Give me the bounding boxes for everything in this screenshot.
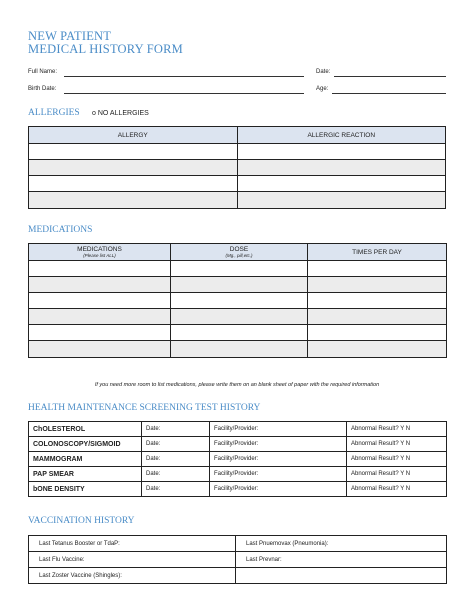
tetanus-field[interactable]: Last Tetanus Booster or TdaP: <box>29 536 236 552</box>
full-name-label: Full Name: <box>28 69 58 75</box>
flu-vaccine-field[interactable]: Last Flu Vaccine: <box>29 552 236 568</box>
reaction-cell[interactable] <box>237 176 446 192</box>
vaccination-table <box>28 535 447 584</box>
allergy-column-header: ALLERGY <box>29 127 238 144</box>
times-cell[interactable] <box>308 325 447 341</box>
allergy-cell[interactable] <box>29 176 238 192</box>
age-label: Age: <box>316 86 329 92</box>
medication-header-sub: (Please list ALL) <box>83 253 116 258</box>
date-cell[interactable]: Date: <box>142 437 210 452</box>
times-column-header: TIMES PER DAY <box>308 244 447 261</box>
table-row <box>29 452 447 467</box>
birth-date-input[interactable] <box>64 93 304 94</box>
facility-cell[interactable]: Facility/Provider: <box>210 452 347 467</box>
table-row <box>29 482 447 497</box>
table-row <box>29 552 447 568</box>
medications-heading: MEDICATIONS <box>28 225 93 235</box>
abnormal-cell[interactable]: Abnormal Result? Y N <box>347 452 447 467</box>
empty-field[interactable] <box>236 568 447 584</box>
allergy-cell[interactable] <box>29 192 238 209</box>
date-label: Date: <box>316 69 331 75</box>
times-cell[interactable] <box>308 309 447 325</box>
title-line-2: MEDICAL HISTORY FORM <box>28 42 183 56</box>
facility-cell[interactable]: Facility/Provider: <box>210 437 347 452</box>
medications-table <box>28 243 447 358</box>
allergy-cell[interactable] <box>29 144 238 160</box>
allergies-heading: ALLERGIES <box>28 108 80 118</box>
date-cell[interactable]: Date: <box>142 422 210 437</box>
full-name-input[interactable] <box>64 76 304 77</box>
dose-cell[interactable] <box>171 277 308 293</box>
abnormal-cell[interactable]: Abnormal Result? Y N <box>347 422 447 437</box>
med-cell[interactable] <box>29 325 171 341</box>
times-cell[interactable] <box>308 261 447 277</box>
age-input[interactable] <box>332 93 446 94</box>
test-name: ChOLESTEROL <box>29 422 142 437</box>
reaction-cell[interactable] <box>237 192 446 209</box>
birth-age-row <box>28 86 446 98</box>
times-cell[interactable] <box>308 277 447 293</box>
table-row <box>29 422 447 437</box>
table-row <box>29 437 447 452</box>
medication-header-label: MEDICATIONS <box>77 246 122 253</box>
vaccination-heading: VACCINATION HISTORY <box>28 516 135 526</box>
zoster-vaccine-field[interactable]: Last Zoster Vaccine (Shingles): <box>29 568 236 584</box>
health-maintenance-heading: HEALTH MAINTENANCE SCREENING TEST HISTORY <box>28 403 261 413</box>
facility-cell[interactable]: Facility/Provider: <box>210 467 347 482</box>
screening-table <box>28 421 447 497</box>
table-row <box>29 467 447 482</box>
test-name: bONE DENSITY <box>29 482 142 497</box>
dose-cell[interactable] <box>171 309 308 325</box>
dose-cell[interactable] <box>171 341 308 358</box>
title-line-1: NEW PATIENT <box>28 29 112 43</box>
name-date-row <box>28 69 446 81</box>
medications-note: If you need more room to list medications, please write them on an blank sheet of paper with the required information <box>94 382 380 388</box>
allergy-cell[interactable] <box>29 160 238 176</box>
test-name: PAP SMEAR <box>29 467 142 482</box>
date-cell[interactable]: Date: <box>142 452 210 467</box>
abnormal-cell[interactable]: Abnormal Result? Y N <box>347 467 447 482</box>
facility-cell[interactable]: Facility/Provider: <box>210 482 347 497</box>
abnormal-cell[interactable]: Abnormal Result? Y N <box>347 437 447 452</box>
reaction-cell[interactable] <box>237 144 446 160</box>
abnormal-cell[interactable]: Abnormal Result? Y N <box>347 482 447 497</box>
times-cell[interactable] <box>308 341 447 358</box>
prevnar-field[interactable]: Last Prevnar: <box>236 552 447 568</box>
med-cell[interactable] <box>29 261 171 277</box>
med-cell[interactable] <box>29 293 171 309</box>
medication-column-header <box>29 244 171 261</box>
allergies-table <box>28 126 446 209</box>
date-cell[interactable]: Date: <box>142 467 210 482</box>
pneumovax-field[interactable]: Last Pnuemovax (Pneumonia): <box>236 536 447 552</box>
times-cell[interactable] <box>308 293 447 309</box>
dose-header-label: DOSE <box>229 246 249 253</box>
dose-column-header <box>171 244 308 261</box>
date-cell[interactable]: Date: <box>142 482 210 497</box>
form-title <box>28 30 183 56</box>
med-cell[interactable] <box>29 309 171 325</box>
test-name: COLONOSCOPY/SIGMOID <box>29 437 142 452</box>
test-name: MAMMOGRAM <box>29 452 142 467</box>
table-row <box>29 536 447 552</box>
dose-header-sub: (Mg., pill,etc.) <box>225 253 253 258</box>
reaction-column-header: ALLERGIC REACTION <box>237 127 446 144</box>
reaction-cell[interactable] <box>237 160 446 176</box>
date-input[interactable] <box>334 76 446 77</box>
med-cell[interactable] <box>29 277 171 293</box>
facility-cell[interactable]: Facility/Provider: <box>210 422 347 437</box>
dose-cell[interactable] <box>171 261 308 277</box>
med-cell[interactable] <box>29 341 171 358</box>
table-row <box>29 568 447 584</box>
no-allergies-checkbox[interactable]: o NO ALLERGIES <box>92 110 149 117</box>
birth-date-label: Birth Date: <box>28 86 57 92</box>
dose-cell[interactable] <box>171 325 308 341</box>
dose-cell[interactable] <box>171 293 308 309</box>
